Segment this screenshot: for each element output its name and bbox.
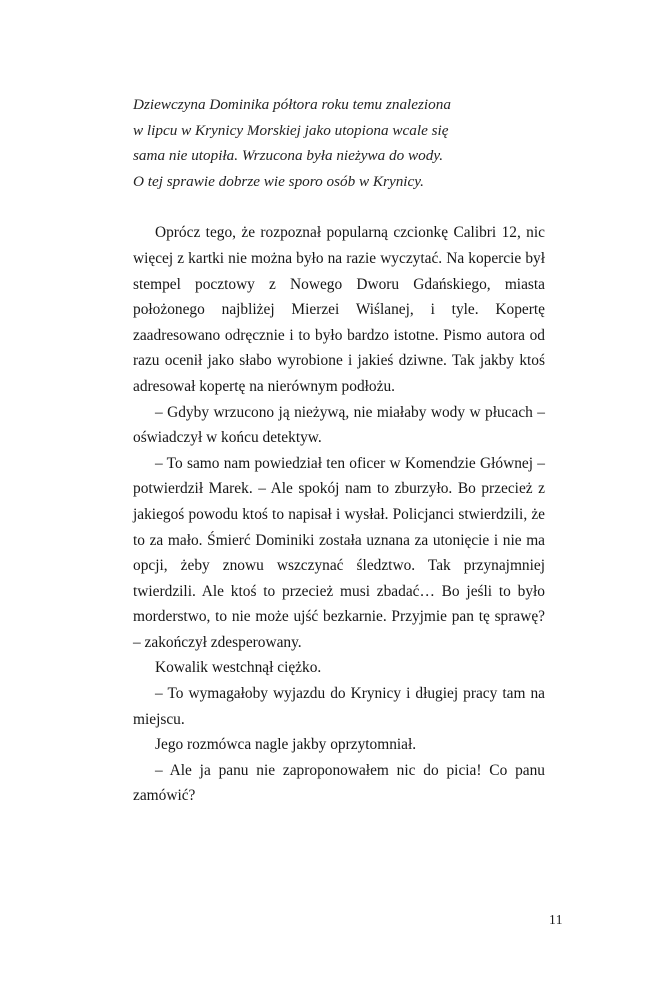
epigraph-line: Dziewczyna Dominika półtora roku temu znaleziona <box>133 96 451 113</box>
page-text-column <box>133 92 545 809</box>
body-paragraph: Jego rozmówca nagle jakby oprzytomniał. <box>155 736 417 754</box>
epigraph-block <box>133 92 545 194</box>
body-paragraph: Kowalik westchnął ciężko. <box>155 659 322 677</box>
epigraph-line: sama nie utopiła. Wrzucona była nieżywa do wody. <box>133 147 444 165</box>
page-number: 11 <box>549 912 563 927</box>
epigraph-line: w lipcu w Krynicy Morskiej jako utopiona wcale się <box>133 121 449 139</box>
body-paragraph: – Gdyby wrzucono ją nieżywą, nie miałaby wody w płucach – oświadczył w końcu detektyw. <box>133 403 545 447</box>
body-paragraph: – Ale ja panu nie zaproponowałem nic do picia! Co panu zamówić? <box>133 761 545 805</box>
epigraph-line: O tej sprawie dobrze wie sporo osób w Krynicy. <box>133 172 424 190</box>
body-paragraph: – To wymagałoby wyjazdu do Krynicy i długiej pracy tam na miejscu. <box>133 685 545 728</box>
body-paragraph: Oprócz tego, że rozpoznał popularną czcionkę Calibri 12, nic więcej z kartki nie można było na razie wyczytać. Na kopercie był stempel pocztowy z Nowego Dworu Gdańskiego, miasta położonego najbliżej Mierzei Wiślanej, i tyle. Kopertę zaadresowano odręcznie i to było bardzo istotne. Pismo autora od razu ocenił jako słabo wyrobione i jakieś dziwne. Tak jakby ktoś adresował kopertę na nierównym podłożu. <box>133 224 545 395</box>
body-paragraph: – To samo nam powiedział ten oficer w Komendzie Głównej – potwierdził Marek. – Ale spokój nam to zburzyło. Bo przecież z jakiegoś powodu ktoś to napisał i wysłał. Policjanci stwierdzili, że to za mało. Śmierć Dominiki została uznana za utonięcie i nie ma opcji, żeby znowu wszczynać śledztwo. Tak przynajmniej twierdzili. Ale ktoś to przecież musi zbadać… Bo jeśli to było morderstwo, to nie może ujść bezkarnie. Przyjmie pan tę sprawę? – zakończył zdesperowany. <box>133 454 545 651</box>
